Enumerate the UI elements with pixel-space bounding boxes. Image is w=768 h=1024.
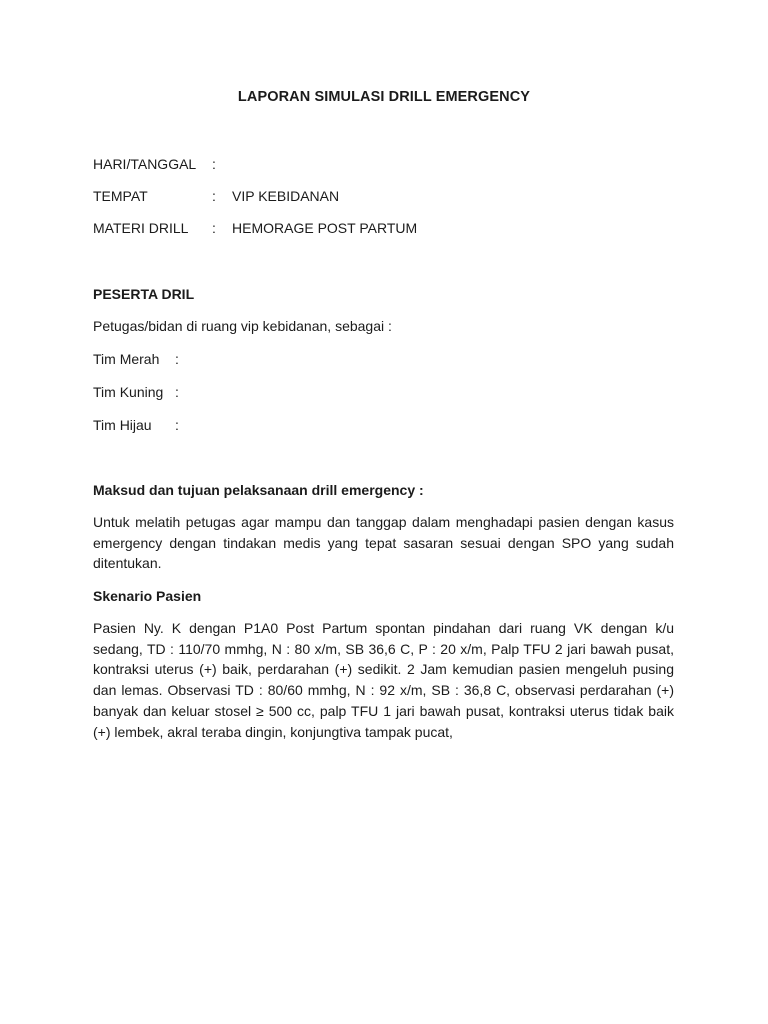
team-label: Tim Kuning — [93, 384, 164, 400]
field-colon: : — [212, 156, 216, 172]
field-value: VIP KEBIDANAN — [232, 188, 340, 204]
team-colon: : — [175, 384, 179, 400]
skenario-heading: Skenario Pasien — [93, 588, 202, 604]
peserta-intro: Petugas/bidan di ruang vip kebidanan, sebagai : — [93, 318, 392, 334]
field-label: TEMPAT — [93, 188, 148, 204]
team-colon: : — [175, 417, 179, 433]
document-title: LAPORAN SIMULASI DRILL EMERGENCY — [237, 89, 531, 105]
field-value: HEMORAGE POST PARTUM — [232, 220, 418, 236]
maksud-body: Untuk melatih petugas agar mampu dan tanggap dalam menghadapi pasien dengan kasus emergency dengan tindakan medis yang tepat sasaran sesuai dengan SPO yang sudah ditentukan. — [93, 514, 674, 572]
team-label: Tim Hijau — [93, 417, 152, 433]
team-label: Tim Merah — [93, 351, 160, 367]
team-colon: : — [175, 351, 179, 367]
field-label: HARI/TANGGAL — [93, 156, 197, 172]
skenario-body: Pasien Ny. K dengan P1A0 Post Partum spontan pindahan dari ruang VK dengan k/u sedang, TD : 110/70 mmhg, N : 80 x/m, SB 36,6 C, P : 20 x/m, Palp TFU 2 jari bawah pusat, kontraksi uterus (+) baik, perdarahan (+) sedikit. 2 Jam kemudian pasien mengeluh pusing dan lemas. Observasi TD : 80/60 mmhg, N : 92 x/m, SB : 36,8 C, observasi perdarahan (+) banyak dan keluar stosel ≥ 500 cc, palp TFU 1 jari bawah pusat, kontraksi uterus tidak baik (+) lembek, akral teraba dingin, konjungtiva tampak pucat, — [93, 620, 674, 740]
field-colon: : — [212, 188, 216, 204]
peserta-heading: PESERTA DRIL — [93, 286, 195, 302]
maksud-heading: Maksud dan tujuan pelaksanaan drill emergency : — [93, 482, 424, 498]
field-colon: : — [212, 220, 216, 236]
field-label: MATERI DRILL — [93, 220, 189, 236]
